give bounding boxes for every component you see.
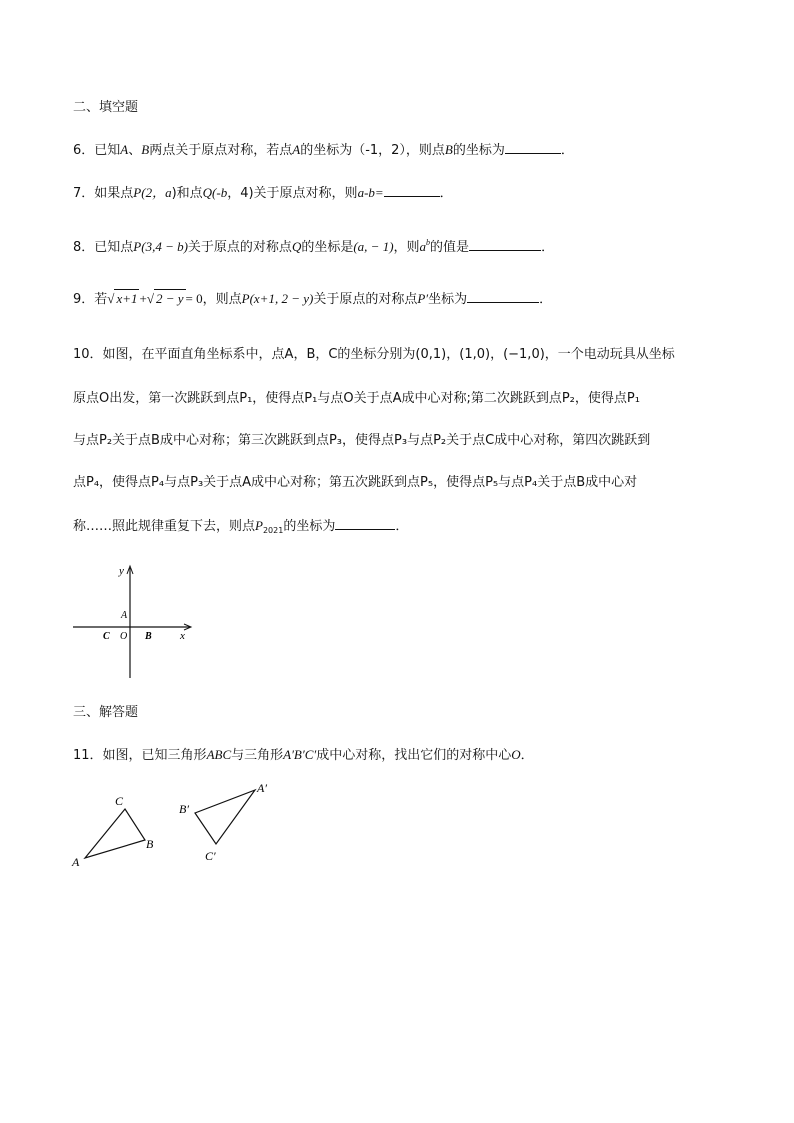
answer-blank-6[interactable]	[505, 141, 561, 154]
question-6: 6．已知A、B两点关于原点对称，若点A的坐标为（-1，2），则点B的坐标为 ．	[73, 142, 574, 158]
x-axis-label: x	[180, 630, 185, 642]
point-a-label: A	[121, 610, 128, 621]
vertex-c-label: C	[115, 794, 124, 808]
section-title-solve: 三、解答题	[73, 705, 139, 720]
vertex-c-prime-label: C′	[205, 849, 216, 863]
triangle-abc	[85, 809, 145, 858]
question-10-line-3: 与点P₂关于点B成中心对称；第三次跳跃到点P₃，使得点P₃与点P₂关于点C成中心对称，第四次跳跃到	[73, 433, 651, 448]
question-10-line-5: 称……照此规律重复下去，则点$P_{2021}$的坐标为 ．	[73, 518, 409, 535]
vertex-b-prime-label: B′	[179, 802, 189, 816]
point-b-label: B	[145, 631, 152, 642]
question-7: 7．如果点P(2，a)和点Q(-b，4)关于原点对称，则a-b= ．	[73, 185, 453, 201]
vertex-b-label: B	[146, 837, 154, 851]
triangles-figure	[68, 780, 288, 875]
question-10-line-1: 10．如图，在平面直角坐标系中，点A，B，C的坐标分别为(0,1)，(1,0)，(−1,0)，一个电动玩具从坐标	[73, 347, 675, 362]
question-9: 9．若√ x+1 +√ 2 − y = 0，则点P(x+1, 2 − y)关于原点的对称点P′坐标为 ．	[73, 291, 553, 307]
answer-blank-9[interactable]	[467, 290, 539, 303]
vertex-a-label: A	[72, 855, 80, 869]
point-c-label: C	[103, 631, 110, 642]
answer-blank-8[interactable]	[469, 238, 541, 251]
y-axis-label: y	[119, 565, 124, 577]
question-10-line-4: 点P₄，使得点P₄与点P₃关于点A成中心对称；第五次跳跃到点P₅，使得点P₅与点P₄关于点B成中心对	[73, 475, 638, 490]
question-8: 8．已知点P(3,4 − b)关于原点的对称点Q的坐标是(a, − 1)，则$a^b$的值是 ．	[73, 238, 555, 255]
triangle-a-b-c	[195, 790, 255, 844]
vertex-a-prime-label: A′	[257, 781, 267, 795]
origin-label: O	[120, 631, 128, 642]
question-11: 11．如图，已知三角形ABC与三角形A′B′C′成中心对称，找出它们的对称中心O．	[73, 747, 534, 763]
answer-blank-10[interactable]	[335, 517, 395, 530]
question-10-line-2: 原点O出发，第一次跳跃到点P₁，使得点P₁与点O关于点A成中心对称;第二次跳跃到点P₂，使得点P₁	[73, 391, 640, 406]
coordinate-figure	[70, 560, 200, 685]
sqrt-sign: √	[107, 291, 115, 306]
section-title-fill-in: 二、填空题	[73, 100, 139, 115]
sqrt-sign: √	[146, 291, 154, 306]
answer-blank-7[interactable]	[384, 184, 440, 197]
